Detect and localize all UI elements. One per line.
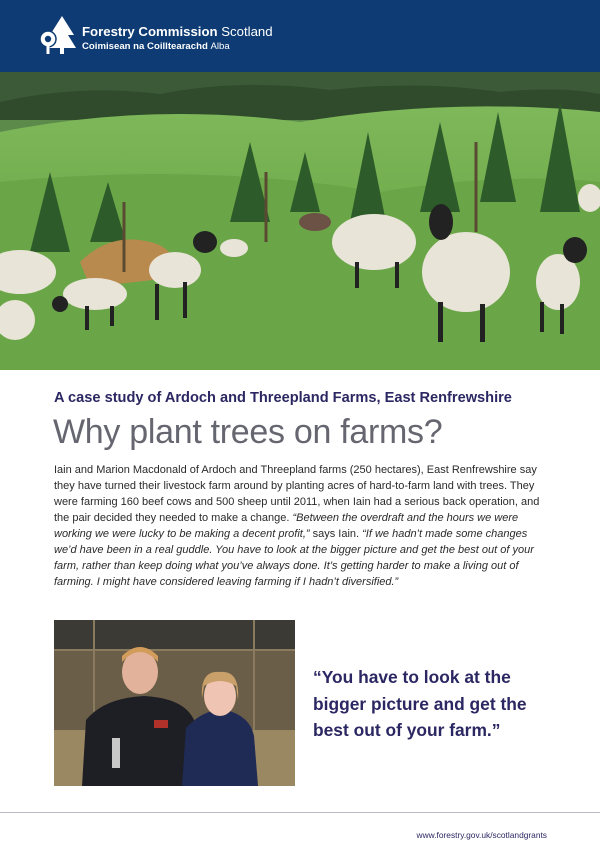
org-name-light: Scotland [221,24,273,39]
footer-divider [0,812,600,813]
portrait-illustration [54,620,295,786]
org-name [82,25,273,39]
portrait-photo-couple [54,620,295,786]
org-name-bold: Forestry Commission [82,24,218,39]
header-bar [0,0,600,72]
tree-logo-icon [38,15,78,55]
body-says-iain: says Iain. [309,528,363,540]
hero-photo-sheep [0,72,600,370]
hero-illustration [0,72,600,370]
pull-quote: “You have to look at the bigger picture and get the best out of your farm.” [313,667,527,740]
org-gaelic-light: Alba [210,41,230,52]
case-study-subtitle: A case study of Ardoch and Threepland Farms, East Renfrewshire [54,390,512,406]
body-quote-part1: “Between the overdraft and the hours we were working we were lucky to be making a decent profit,” [54,512,519,540]
body-intro-text: Iain and Marion Macdonald of Ardoch and Threepland farms (250 hectares), East Renfrewshire say they have turned their livestock farm around by planting acres of hard-to-farm land with trees. They were farming 160 beef cows and 500 sheep until 2011, when Iain had a serious back operation, and the pair decided they needed to make a change. [54,464,540,524]
org-gaelic-bold: Coimisean na Coilltearachd [82,41,208,52]
body-quote-part2: “If we hadn’t made some changes we’d have been in a real guddle. You have to look at the bigger picture and get the best out of your farm, rather than keep doing what you’ve always done. It’s getting harder to make a living out of farming. I might have considered leaving farming if I hadn’t diversified.” [54,528,534,588]
footer-website-link[interactable]: www.forestry.gov.uk/scotlandgrants [416,830,547,840]
article-body [54,462,552,590]
page-title: Why plant trees on farms? [53,413,443,451]
org-name-gaelic [82,41,230,52]
